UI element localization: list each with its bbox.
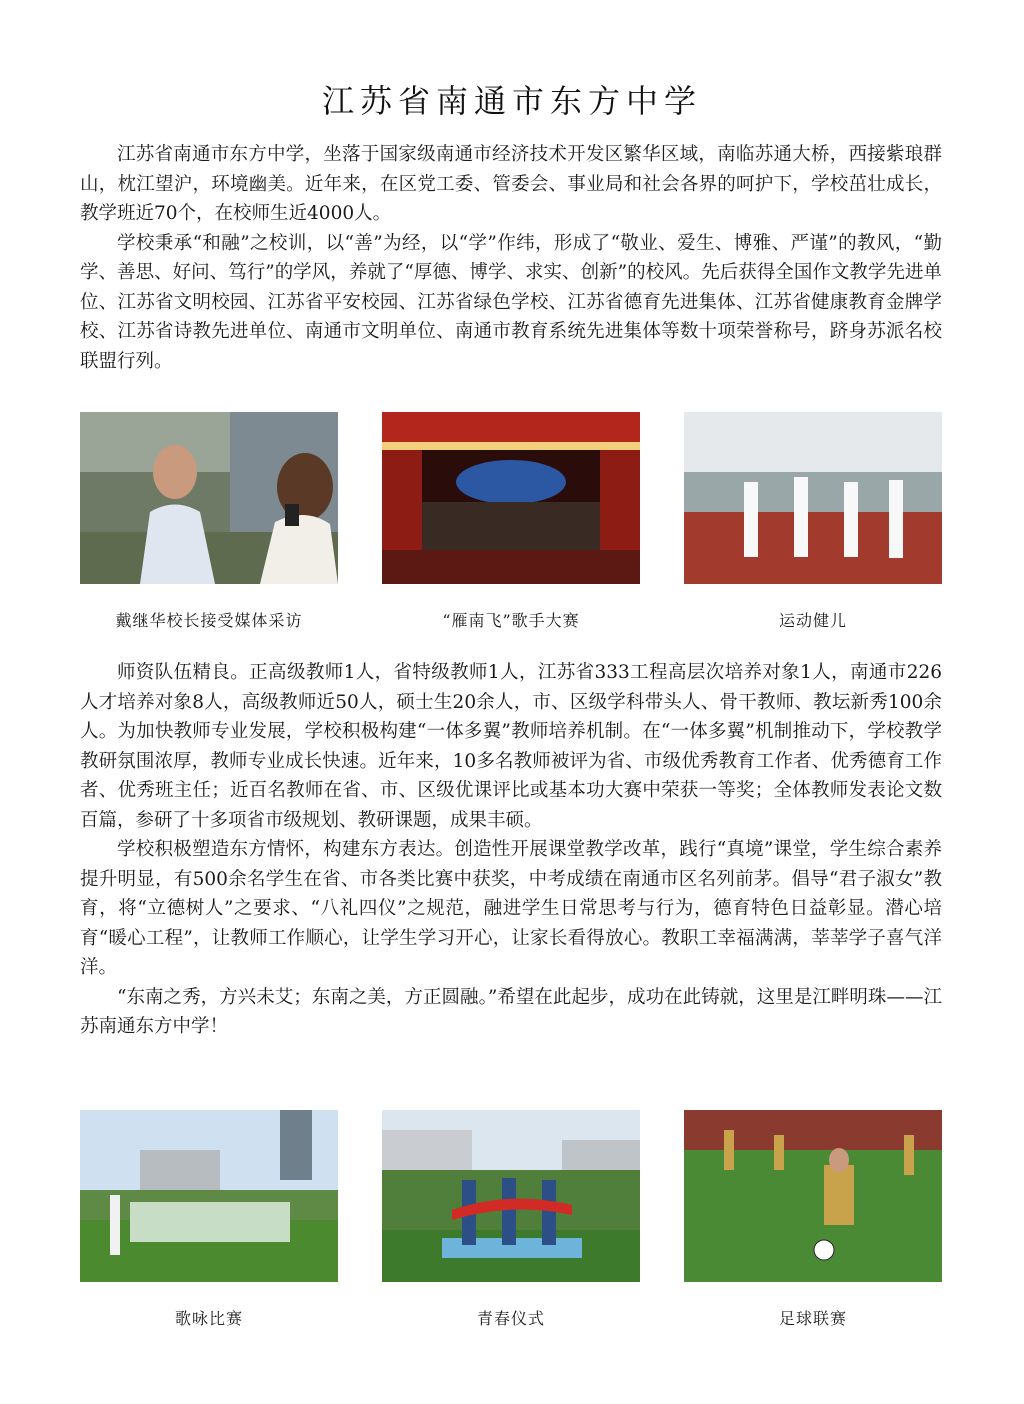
- intro-paragraph-1: 江苏省南通市东方中学，坐落于国家级南通市经济技术开发区繁华区域，南临苏通大桥，西接紫琅群山，枕江望沪，环境幽美。近年来，在区党工委、管委会、事业局和社会各界的呵护下，学校茁壮成长，教学班近70个，在校师生近4000人。: [80, 144, 942, 224]
- closing-paragraph: “东南之秀，方兴未艾；东南之美，方正圆融。”希望在此起步，成功在此铸就，这里是江畔明珠——江苏南通东方中学！: [80, 986, 942, 1037]
- photo-card-football: [684, 1110, 942, 1329]
- stage-performance-photo: [382, 412, 640, 584]
- caption-athletes: 运动健儿: [778, 611, 847, 630]
- choir-photo: [80, 1110, 338, 1282]
- page-title: 江苏省南通市东方中学: [321, 82, 702, 120]
- caption-football: 足球联赛: [778, 1309, 847, 1328]
- faculty-paragraph: 师资队伍精良。正高级教师1人，省特级教师1人，江苏省333工程高层次培养对象1人，南通市226人才培养对象8人，高级教师近50人，硕士生20余人，市、区级学科带头人、骨干教师、教坛新秀100余人。为加快教师专业发展，学校积极构建“一体多翼”教师培养机制。在“一体多翼”机制推动下，学校教学教研氛围浓厚，教师专业成长快速。近年来，10多名教师被评为省、市级优秀教育工作者、优秀德育工作者、优秀班主任；近百名教师在省、市、区级优课评比或基本功大赛中荣获一等奖；全体教师发表论文数百篇，参研了十多项省市级规划、教研课题，成果丰硕。: [80, 662, 942, 831]
- caption-youth-ceremony: 青春仪式: [476, 1309, 545, 1328]
- football-photo: [684, 1110, 942, 1282]
- caption-interview: 戴继华校长接受媒体采访: [115, 611, 303, 630]
- photo-card-athletes: [684, 412, 942, 631]
- culture-paragraph: 学校积极塑造东方情怀，构建东方表达。创造性开展课堂教学改革，践行“真境”课堂，学生综合素养提升明显，有500余名学生在省、市各类比赛中获奖，中考成绩在南通市区名列前茅。倡导“君子淑女”教育，将“立德树人”之要求、“八礼四仪”之规范，融进学生日常思考与行为，德育特色日益彰显。潜心培育“暖心工程”，让教师工作顺心，让学生学习开心，让家长看得放心。教职工幸福满满，莘莘学子喜气洋洋。: [80, 839, 942, 978]
- photo-row-bottom: [80, 1110, 942, 1329]
- martial-arts-photo: [684, 412, 942, 584]
- photo-card-youth-ceremony: [382, 1110, 640, 1329]
- caption-singing-contest: “雁南飞”歌手大赛: [442, 611, 580, 630]
- intro-paragraph-2: 学校秉承“和融”之校训，以“善”为经，以“学”作纬，形成了“敬业、爱生、博雅、严谨”的教风，“勤学、善思、好问、笃行”的学风，养就了“厚德、博学、求实、创新”的校风。先后获得全国作文教学先进单位、江苏省文明校园、江苏省平安校园、江苏省绿色学校、江苏省德育先进集体、江苏省健康教育金牌学校、江苏省诗教先进单位、南通市文明单位、南通市教育系统先进集体等数十项荣誉称号，跻身苏派名校联盟行列。: [80, 232, 942, 372]
- youth-ceremony-photo: [382, 1110, 640, 1282]
- caption-choir: 歌咏比赛: [174, 1309, 243, 1328]
- photo-card-singing-contest: [382, 412, 640, 631]
- photo-row-top: [80, 412, 942, 631]
- intro-section: [80, 140, 942, 376]
- photo-card-interview: [80, 412, 338, 631]
- photo-card-choir: [80, 1110, 338, 1329]
- faculty-section: [80, 658, 942, 1042]
- interview-photo: [80, 412, 338, 584]
